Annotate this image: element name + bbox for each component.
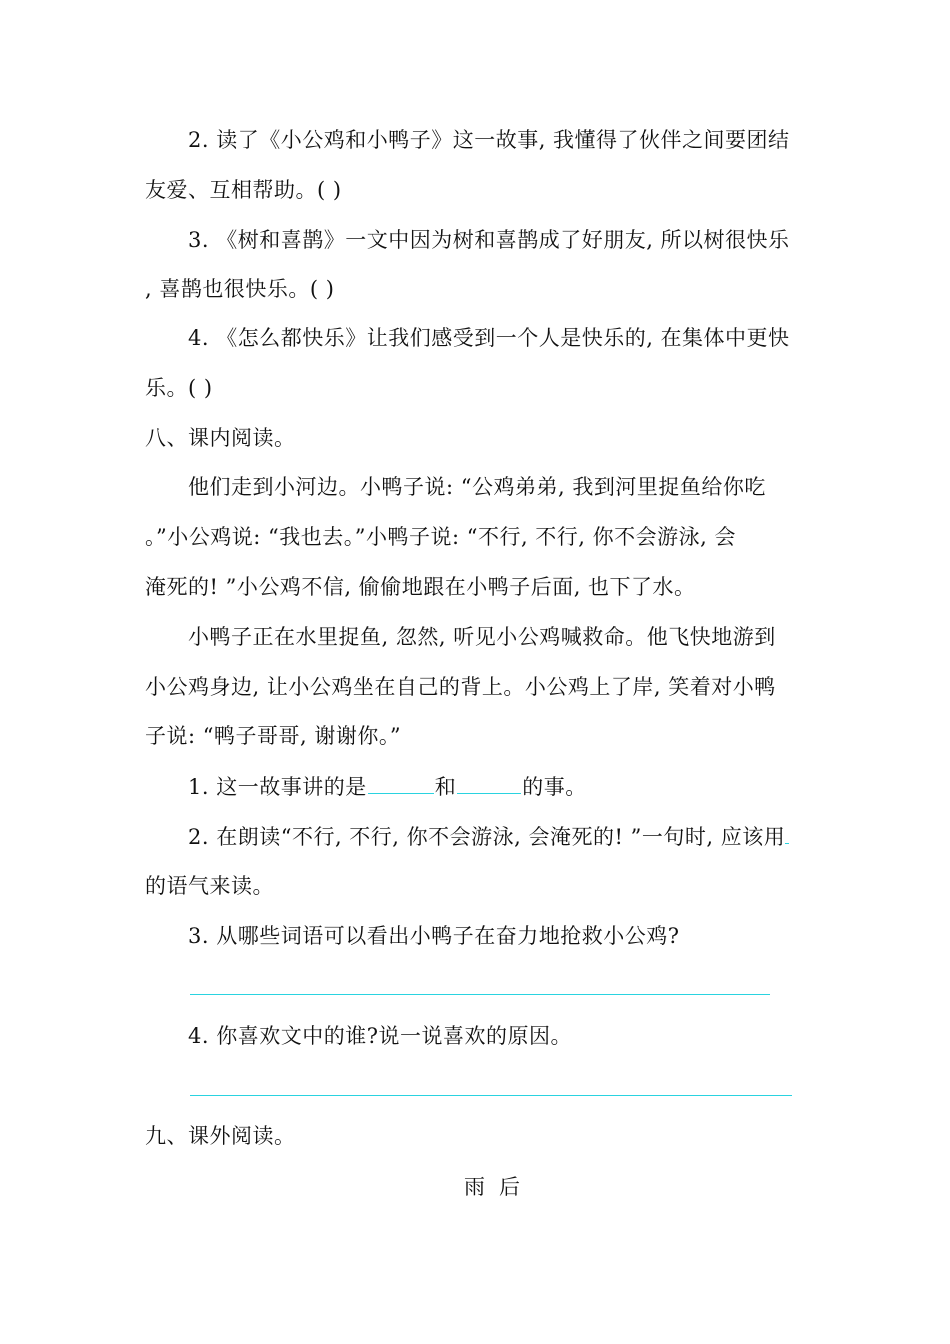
q8-2-line1: [188, 821, 789, 852]
q7-4-line1: 4. 《怎么都快乐》让我们感受到一个人是快乐的, 在集体中更快: [188, 326, 790, 350]
q8-1-text-b: 和: [434, 775, 457, 799]
passage-title: 雨后: [464, 1175, 534, 1199]
q8-1-text-c: 的事。: [522, 775, 587, 799]
q8-2-text: 2. 在朗读“不行, 不行, 你不会游泳, 会淹死的! ”一句时, 应该用: [188, 825, 786, 849]
q7-2-line1: 2. 读了《小公鸡和小鸭子》这一故事, 我懂得了伙伴之间要团结: [188, 128, 790, 152]
q8-4: 4. 你喜欢文中的谁?说一说喜欢的原因。: [188, 1024, 572, 1048]
q8-1-text-a: 1. 这一故事讲的是: [188, 775, 367, 799]
q8-4-answer-line[interactable]: [190, 1095, 792, 1096]
q8-1: [188, 771, 587, 802]
passage-p2-line1: 小鸭子正在水里捉鱼, 忽然, 听见小公鸡喊救命。他飞快地游到: [188, 625, 776, 649]
section-9-heading: 九、课外阅读。: [145, 1124, 296, 1148]
q7-3-line1: 3. 《树和喜鹊》一文中因为树和喜鹊成了好朋友, 所以树很快乐: [188, 228, 790, 252]
q8-3-answer-line[interactable]: [190, 994, 770, 995]
passage-p1-line2: 。”小公鸡说: “我也去。”小鸭子说: “不行, 不行, 你不会游泳, 会: [145, 525, 736, 549]
passage-p1-line3: 淹死的! ”小公鸡不信, 偷偷地跟在小鸭子后面, 也下了水。: [145, 575, 696, 599]
q7-4-line2: 乐。( ): [145, 376, 213, 400]
q8-3: 3. 从哪些词语可以看出小鸭子在奋力地抢救小公鸡?: [188, 924, 680, 948]
q8-2-line2: 的语气来读。: [145, 874, 274, 898]
q7-2-line2: 友爱、互相帮助。( ): [145, 178, 342, 202]
q7-3-line2: , 喜鹊也很快乐。( ): [145, 277, 335, 301]
q8-2-blank[interactable]: [785, 821, 789, 844]
q8-1-blank-2[interactable]: [457, 771, 521, 794]
q8-1-blank-1[interactable]: [368, 771, 434, 794]
passage-p2-line2: 小公鸡身边, 让小公鸡坐在自己的背上。小公鸡上了岸, 笑着对小鸭: [145, 675, 776, 699]
section-8-heading: 八、课内阅读。: [145, 426, 296, 450]
passage-p2-line3: 子说: “鸭子哥哥, 谢谢你。”: [145, 724, 402, 748]
passage-p1-line1: 他们走到小河边。小鸭子说: “公鸡弟弟, 我到河里捉鱼给你吃: [188, 475, 766, 499]
